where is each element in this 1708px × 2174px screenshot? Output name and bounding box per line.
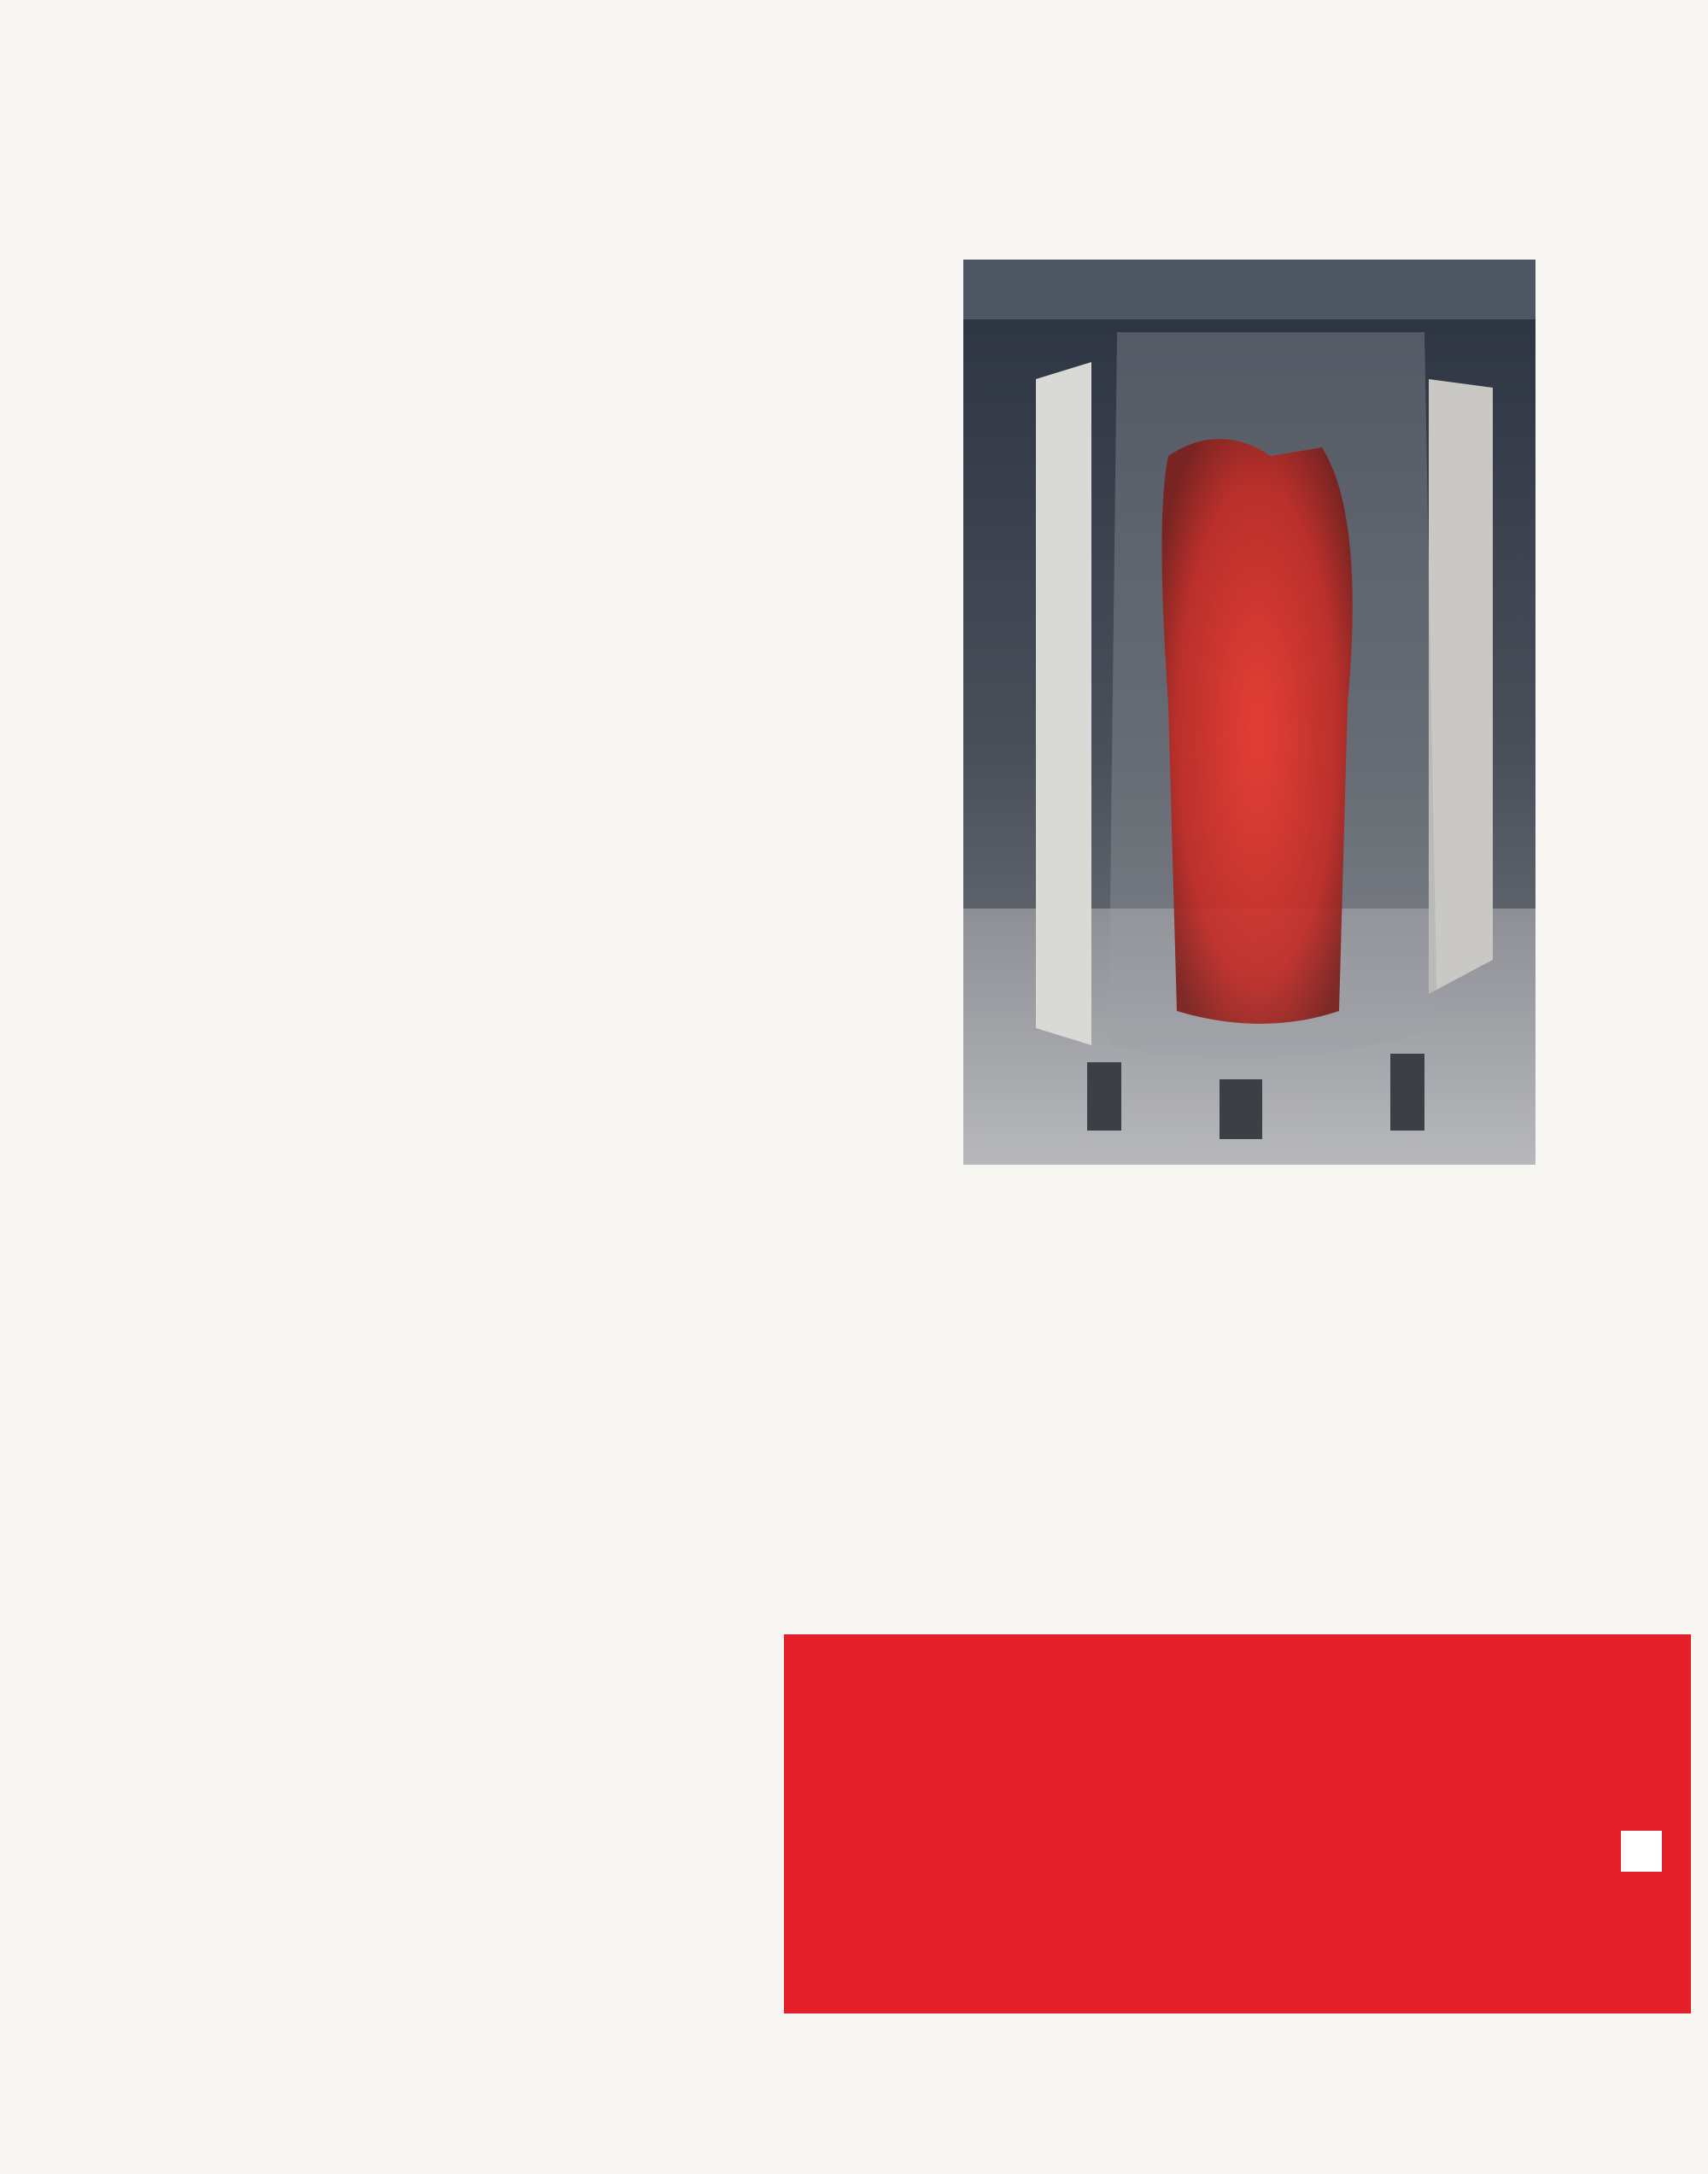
- red-dress-sculpture-image: [963, 260, 1535, 1165]
- art-ltd-logo: [784, 1634, 1691, 2013]
- artwork-photo: [963, 260, 1535, 1165]
- logo-period-mark: [1621, 1831, 1662, 1872]
